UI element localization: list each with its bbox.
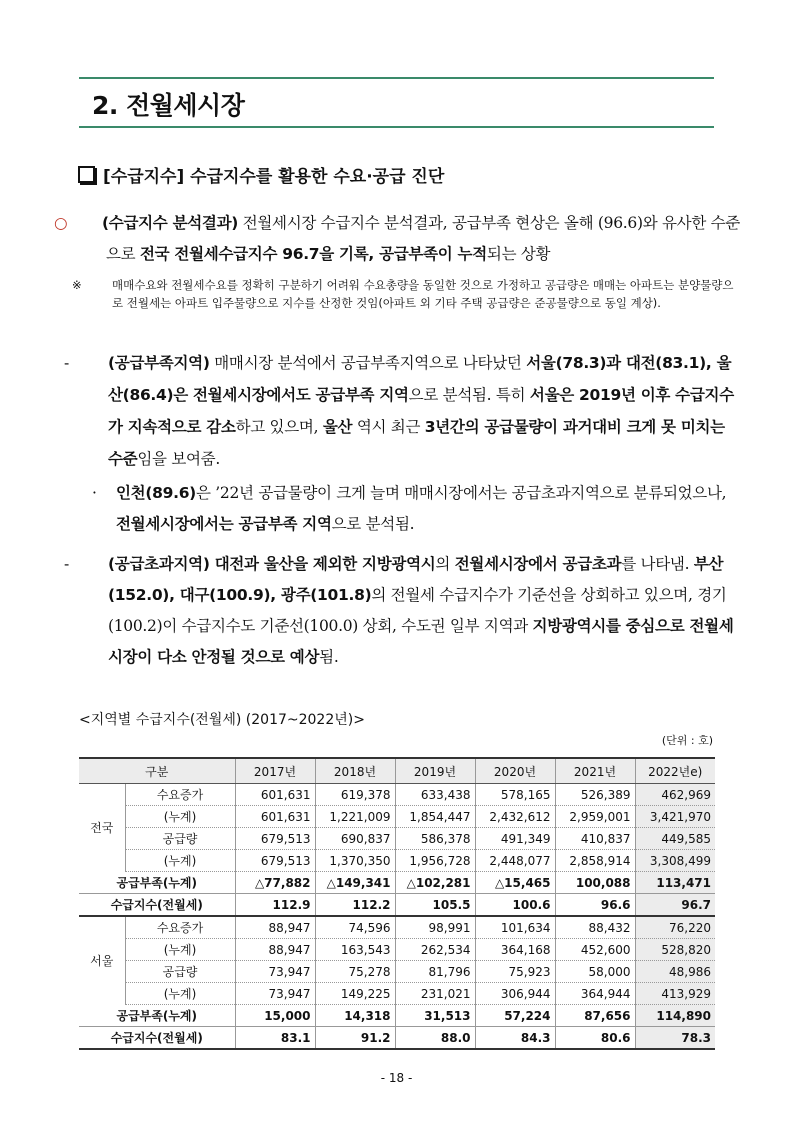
value-cell: 84.3 bbox=[475, 1027, 555, 1050]
shortage-highlight-1: 서울(78.3)과 대전(83.1), 울산(86.4)은 전월세시장에서도 공급부족 지역 bbox=[108, 354, 732, 404]
value-cell: 78.3 bbox=[635, 1027, 715, 1050]
table-row bbox=[79, 806, 715, 828]
header-year: 2019년 bbox=[395, 758, 475, 784]
value-cell: 100.6 bbox=[475, 894, 555, 917]
table-row bbox=[79, 872, 715, 894]
summary-highlight: 전국 전월세수급지수 96.7을 기록, 공급부족이 누적 bbox=[139, 245, 487, 263]
table-row bbox=[79, 828, 715, 850]
value-cell: 2,959,001 bbox=[555, 806, 635, 828]
supply-demand-table bbox=[79, 757, 715, 1050]
table-row bbox=[79, 916, 715, 939]
header-year: 2018년 bbox=[315, 758, 395, 784]
value-cell: 619,378 bbox=[315, 784, 395, 806]
value-cell: 96.6 bbox=[555, 894, 635, 917]
value-cell: 3,308,499 bbox=[635, 850, 715, 872]
value-cell: 73,947 bbox=[235, 983, 315, 1005]
value-cell: 76,220 bbox=[635, 916, 715, 939]
paragraph-incheon bbox=[92, 478, 732, 540]
surplus-lead: (공급초과지역) 대전과 울산을 제외한 지방광역시 bbox=[108, 555, 436, 573]
value-cell: 48,986 bbox=[635, 961, 715, 983]
page-number: - 18 - bbox=[380, 1071, 413, 1085]
value-cell: 679,513 bbox=[235, 850, 315, 872]
value-cell: 601,631 bbox=[235, 784, 315, 806]
value-cell: 31,513 bbox=[395, 1005, 475, 1027]
shortage-highlight-3: 울산 bbox=[322, 418, 353, 436]
table-caption: <지역별 수급지수(전월세) (2017~2022년)> bbox=[79, 712, 365, 728]
row-label: 수급지수(전월세) bbox=[79, 894, 235, 917]
row-label: (누계) bbox=[125, 983, 235, 1005]
value-cell: 163,543 bbox=[315, 939, 395, 961]
value-cell: 690,837 bbox=[315, 828, 395, 850]
paragraph-surplus bbox=[64, 549, 740, 673]
value-cell: 88,947 bbox=[235, 916, 315, 939]
value-cell: 96.7 bbox=[635, 894, 715, 917]
section-heading bbox=[78, 162, 444, 187]
title-bottom-rule bbox=[79, 126, 714, 128]
table-row bbox=[79, 784, 715, 806]
header-year: 2021년 bbox=[555, 758, 635, 784]
region-cell: 서울 bbox=[90, 954, 114, 969]
value-cell: 601,631 bbox=[235, 806, 315, 828]
row-label: (누계) bbox=[125, 806, 235, 828]
summary-lead: (수급지수 분석결과) bbox=[102, 214, 239, 232]
value-cell: 633,438 bbox=[395, 784, 475, 806]
footnote bbox=[72, 276, 742, 312]
row-label: 공급량 bbox=[125, 828, 235, 850]
section-heading-text: [수급지수] 수급지수를 활용한 수요·공급 진단 bbox=[103, 167, 445, 187]
value-cell: 2,432,612 bbox=[475, 806, 555, 828]
header-label: 구분 bbox=[79, 758, 235, 784]
value-cell: 526,389 bbox=[555, 784, 635, 806]
value-cell: 74,596 bbox=[315, 916, 395, 939]
value-cell: 449,585 bbox=[635, 828, 715, 850]
row-label: 공급량 bbox=[125, 961, 235, 983]
value-cell: △102,281 bbox=[395, 872, 475, 894]
value-cell: 3,421,970 bbox=[635, 806, 715, 828]
value-cell: 1,854,447 bbox=[395, 806, 475, 828]
row-label: 공급부족(누계) bbox=[79, 1005, 235, 1027]
dash-bullet: - bbox=[64, 555, 69, 573]
shortage-text-1: 매매시장 분석에서 공급부족지역으로 나타났던 bbox=[209, 354, 527, 372]
value-cell: 73,947 bbox=[235, 961, 315, 983]
shortage-text-2: 으로 분석됨. 특히 bbox=[408, 386, 530, 404]
value-cell: 364,944 bbox=[555, 983, 635, 1005]
value-cell: 231,021 bbox=[395, 983, 475, 1005]
surplus-text-1: 의 bbox=[435, 555, 455, 573]
dot-bullet: · bbox=[92, 484, 97, 502]
row-label: (누계) bbox=[125, 850, 235, 872]
summary-text-2: 되는 상황 bbox=[486, 245, 551, 263]
value-cell: 491,349 bbox=[475, 828, 555, 850]
value-cell: 112.2 bbox=[315, 894, 395, 917]
shortage-highlight-4: 3년간의 공급물량이 과거대비 크게 못 미치는 수준 bbox=[108, 418, 725, 468]
value-cell: 364,168 bbox=[475, 939, 555, 961]
value-cell: 578,165 bbox=[475, 784, 555, 806]
summary-text-1: 전월세시장 수급지수 분석결과, 공급부족 현상은 올해 (96.6)와 유사한 수준으로 bbox=[106, 214, 740, 263]
circle-bullet-icon: ○ bbox=[54, 214, 68, 232]
reference-mark-icon: ※ bbox=[72, 278, 82, 292]
value-cell: 679,513 bbox=[235, 828, 315, 850]
table-row bbox=[79, 983, 715, 1005]
value-cell: 105.5 bbox=[395, 894, 475, 917]
paragraph-summary bbox=[54, 208, 746, 270]
surplus-text-2: 를 나타냄. bbox=[621, 555, 694, 573]
value-cell: 98,991 bbox=[395, 916, 475, 939]
table-unit: (단위 : 호) bbox=[661, 734, 713, 747]
value-cell: 88,432 bbox=[555, 916, 635, 939]
value-cell: 112.9 bbox=[235, 894, 315, 917]
row-label: (누계) bbox=[125, 939, 235, 961]
value-cell: 101,634 bbox=[475, 916, 555, 939]
value-cell: 528,820 bbox=[635, 939, 715, 961]
surplus-text-3: 의 전월세 수급지수가 기준선을 상회하고 있으며, 경기(100.2)이 수급지수도 기준선(100.0) 상회, 수도권 일부 지역과 bbox=[108, 586, 727, 635]
region-cell: 전국 bbox=[90, 821, 114, 836]
shortage-text-4: 역시 최근 bbox=[352, 418, 425, 436]
value-cell: 262,534 bbox=[395, 939, 475, 961]
surplus-highlight-1: 전월세시장에서 공급초과 bbox=[454, 555, 622, 573]
paragraph-shortage bbox=[64, 347, 740, 475]
table-row bbox=[79, 1005, 715, 1027]
value-cell: 87,656 bbox=[555, 1005, 635, 1027]
value-cell: △77,882 bbox=[235, 872, 315, 894]
surplus-highlight-3: 지방광역시를 중심으로 전월세시장이 다소 안정될 것으로 예상 bbox=[108, 617, 734, 666]
table-row bbox=[79, 894, 715, 917]
value-cell: 57,224 bbox=[475, 1005, 555, 1027]
row-label: 공급부족(누계) bbox=[79, 872, 235, 894]
title-top-rule bbox=[79, 77, 714, 79]
value-cell: 88,947 bbox=[235, 939, 315, 961]
table-row bbox=[79, 850, 715, 872]
value-cell: 114,890 bbox=[635, 1005, 715, 1027]
shortage-highlight-2: 서울은 2019년 이후 수급지수가 지속적으로 감소 bbox=[108, 386, 734, 436]
header-year: 2020년 bbox=[475, 758, 555, 784]
value-cell: 452,600 bbox=[555, 939, 635, 961]
value-cell: 58,000 bbox=[555, 961, 635, 983]
incheon-text-2: 으로 분석됨. bbox=[331, 515, 415, 533]
value-cell: 1,956,728 bbox=[395, 850, 475, 872]
value-cell: 149,225 bbox=[315, 983, 395, 1005]
table-row bbox=[79, 1027, 715, 1050]
value-cell: 80.6 bbox=[555, 1027, 635, 1050]
surplus-highlight-2: 부산(152.0), 대구(100.9), 광주(101.8) bbox=[108, 555, 724, 604]
value-cell: 81,796 bbox=[395, 961, 475, 983]
page-title: 2. 전월세시장 bbox=[92, 91, 245, 120]
row-label: 수요증가 bbox=[125, 916, 235, 939]
value-cell: 14,318 bbox=[315, 1005, 395, 1027]
value-cell: 586,378 bbox=[395, 828, 475, 850]
surplus-text-4: 됨. bbox=[319, 648, 339, 666]
value-cell: 75,923 bbox=[475, 961, 555, 983]
value-cell: 75,278 bbox=[315, 961, 395, 983]
value-cell: 410,837 bbox=[555, 828, 635, 850]
table-header-row bbox=[79, 758, 715, 784]
value-cell: 306,944 bbox=[475, 983, 555, 1005]
footnote-text: 매매수요와 전월세수요를 정확히 구분하기 어려워 수요총량을 동일한 것으로 가정하고 공급량은 매매는 아파트는 분양물량으로 전월세는 아파트 입주물량으로 지수를 산정한 것임(아파트 외 기타 주택 공급량은 준공물량으로 동일 계상). bbox=[112, 278, 734, 310]
incheon-lead: 인천(89.6) bbox=[116, 484, 196, 502]
value-cell: 2,858,914 bbox=[555, 850, 635, 872]
checkbox-square-icon bbox=[78, 166, 95, 183]
value-cell: 2,448,077 bbox=[475, 850, 555, 872]
row-label: 수급지수(전월세) bbox=[79, 1027, 235, 1050]
value-cell: 15,000 bbox=[235, 1005, 315, 1027]
value-cell: 88.0 bbox=[395, 1027, 475, 1050]
value-cell: 83.1 bbox=[235, 1027, 315, 1050]
dash-bullet: - bbox=[64, 354, 69, 372]
row-label: 수요증가 bbox=[125, 784, 235, 806]
shortage-lead: (공급부족지역) bbox=[108, 354, 210, 372]
incheon-text-1: 은 ’22년 공급물량이 크게 늘며 매매시장에서는 공급초과지역으로 분류되었으나, bbox=[195, 484, 727, 502]
value-cell: 1,221,009 bbox=[315, 806, 395, 828]
value-cell: 100,088 bbox=[555, 872, 635, 894]
incheon-highlight: 전월세시장에서는 공급부족 지역 bbox=[116, 515, 332, 533]
value-cell: △149,341 bbox=[315, 872, 395, 894]
value-cell: △15,465 bbox=[475, 872, 555, 894]
value-cell: 413,929 bbox=[635, 983, 715, 1005]
table-row bbox=[79, 939, 715, 961]
value-cell: 113,471 bbox=[635, 872, 715, 894]
shortage-text-3: 하고 있으며, bbox=[235, 418, 323, 436]
header-year: 2017년 bbox=[235, 758, 315, 784]
table-row bbox=[79, 961, 715, 983]
value-cell: 462,969 bbox=[635, 784, 715, 806]
value-cell: 1,370,350 bbox=[315, 850, 395, 872]
value-cell: 91.2 bbox=[315, 1027, 395, 1050]
header-year: 2022년e) bbox=[635, 758, 715, 784]
shortage-text-5: 임을 보여줌. bbox=[137, 450, 220, 468]
